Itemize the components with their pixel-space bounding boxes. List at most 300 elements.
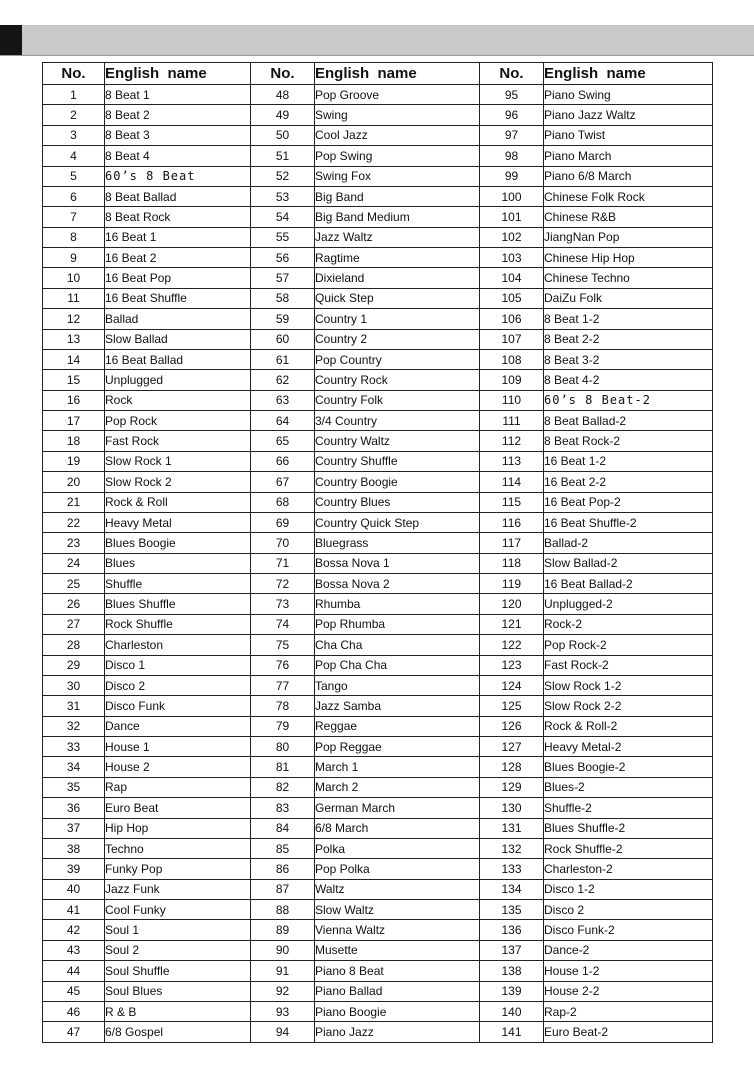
style-name: Piano 6/8 March xyxy=(544,166,713,186)
style-name: Slow Waltz xyxy=(315,900,480,920)
style-number: 91 xyxy=(251,961,315,981)
style-number: 29 xyxy=(43,655,105,675)
style-number: 16 xyxy=(43,390,105,410)
style-name: Swing Fox xyxy=(315,166,480,186)
style-name: Vienna Waltz xyxy=(315,920,480,940)
style-name: 8 Beat 1 xyxy=(105,85,251,105)
style-number: 103 xyxy=(480,248,544,268)
style-name: Fast Rock-2 xyxy=(544,655,713,675)
style-number: 84 xyxy=(251,818,315,838)
style-number: 113 xyxy=(480,451,544,471)
table-row xyxy=(43,85,713,105)
style-number: 130 xyxy=(480,798,544,818)
table-row xyxy=(43,329,713,349)
style-number: 42 xyxy=(43,920,105,940)
style-number: 69 xyxy=(251,512,315,532)
style-number: 120 xyxy=(480,594,544,614)
style-number: 132 xyxy=(480,838,544,858)
style-name: Quick Step xyxy=(315,288,480,308)
style-number: 27 xyxy=(43,614,105,634)
style-number: 121 xyxy=(480,614,544,634)
style-name: Disco 1-2 xyxy=(544,879,713,899)
header-bar xyxy=(0,25,754,56)
style-number: 93 xyxy=(251,1001,315,1021)
style-number: 47 xyxy=(43,1022,105,1043)
style-name: Disco 2 xyxy=(544,900,713,920)
style-name: Ballad xyxy=(105,309,251,329)
style-number: 102 xyxy=(480,227,544,247)
table-row xyxy=(43,533,713,553)
style-number: 34 xyxy=(43,757,105,777)
style-name: 8 Beat Ballad-2 xyxy=(544,411,713,431)
style-number: 55 xyxy=(251,227,315,247)
table-row xyxy=(43,207,713,227)
style-name: Country Folk xyxy=(315,390,480,410)
style-number: 53 xyxy=(251,186,315,206)
style-name: Slow Ballad xyxy=(105,329,251,349)
style-number: 98 xyxy=(480,146,544,166)
style-number: 65 xyxy=(251,431,315,451)
table-row xyxy=(43,512,713,532)
style-number: 95 xyxy=(480,85,544,105)
style-name: Fast Rock xyxy=(105,431,251,451)
style-name: Chinese Hip Hop xyxy=(544,248,713,268)
style-number: 14 xyxy=(43,349,105,369)
style-number: 62 xyxy=(251,370,315,390)
style-number: 71 xyxy=(251,553,315,573)
style-name: Country Waltz xyxy=(315,431,480,451)
table-row xyxy=(43,716,713,736)
style-name: Big Band xyxy=(315,186,480,206)
style-number: 66 xyxy=(251,451,315,471)
table-row xyxy=(43,472,713,492)
style-name: Disco 2 xyxy=(105,675,251,695)
style-name: Country Boogie xyxy=(315,472,480,492)
table-row xyxy=(43,614,713,634)
style-number: 36 xyxy=(43,798,105,818)
style-number: 74 xyxy=(251,614,315,634)
style-number: 64 xyxy=(251,411,315,431)
style-number: 100 xyxy=(480,186,544,206)
style-name: Slow Ballad-2 xyxy=(544,553,713,573)
table-row xyxy=(43,451,713,471)
style-number: 41 xyxy=(43,900,105,920)
style-number: 19 xyxy=(43,451,105,471)
style-name: Pop Rhumba xyxy=(315,614,480,634)
style-name: 16 Beat Ballad xyxy=(105,349,251,369)
style-name: Piano Swing xyxy=(544,85,713,105)
style-number: 134 xyxy=(480,879,544,899)
style-number: 12 xyxy=(43,309,105,329)
style-number: 28 xyxy=(43,635,105,655)
style-number: 6 xyxy=(43,186,105,206)
style-number: 90 xyxy=(251,940,315,960)
style-number: 56 xyxy=(251,248,315,268)
style-number: 68 xyxy=(251,492,315,512)
style-number: 20 xyxy=(43,472,105,492)
style-name: Shuffle-2 xyxy=(544,798,713,818)
style-name: German March xyxy=(315,798,480,818)
style-number: 85 xyxy=(251,838,315,858)
style-number: 26 xyxy=(43,594,105,614)
style-name: Country Shuffle xyxy=(315,451,480,471)
table-row xyxy=(43,574,713,594)
style-number: 106 xyxy=(480,309,544,329)
style-name: Slow Rock 1 xyxy=(105,451,251,471)
style-name: Piano March xyxy=(544,146,713,166)
style-number: 117 xyxy=(480,533,544,553)
style-name: R & B xyxy=(105,1001,251,1021)
style-name: 60’s 8 Beat xyxy=(105,166,251,186)
table-row xyxy=(43,146,713,166)
column-header-name: English name xyxy=(315,63,480,85)
style-number: 94 xyxy=(251,1022,315,1043)
style-name: Slow Rock 2-2 xyxy=(544,696,713,716)
style-name: 6/8 March xyxy=(315,818,480,838)
style-number: 17 xyxy=(43,411,105,431)
style-number: 38 xyxy=(43,838,105,858)
style-name: 8 Beat 2 xyxy=(105,105,251,125)
style-name: 8 Beat 2-2 xyxy=(544,329,713,349)
style-name: Swing xyxy=(315,105,480,125)
table-row xyxy=(43,553,713,573)
style-name: Rock xyxy=(105,390,251,410)
style-number: 82 xyxy=(251,777,315,797)
style-name: Blues Shuffle xyxy=(105,594,251,614)
style-name: March 2 xyxy=(315,777,480,797)
table-row xyxy=(43,675,713,695)
style-name: Pop Rock xyxy=(105,411,251,431)
style-name: Charleston xyxy=(105,635,251,655)
style-number: 133 xyxy=(480,859,544,879)
style-name: 60’s 8 Beat-2 xyxy=(544,390,713,410)
style-name: Hip Hop xyxy=(105,818,251,838)
style-number: 50 xyxy=(251,125,315,145)
table-header-row xyxy=(43,63,713,85)
style-name: House 1 xyxy=(105,737,251,757)
style-number: 40 xyxy=(43,879,105,899)
style-name: 16 Beat Pop-2 xyxy=(544,492,713,512)
style-name: Pop Rock-2 xyxy=(544,635,713,655)
style-name: Piano Jazz Waltz xyxy=(544,105,713,125)
style-name: Country Rock xyxy=(315,370,480,390)
style-name: Shuffle xyxy=(105,574,251,594)
style-name: Pop Reggae xyxy=(315,737,480,757)
style-number: 78 xyxy=(251,696,315,716)
style-name: Rock-2 xyxy=(544,614,713,634)
table-row xyxy=(43,920,713,940)
style-name: Rap xyxy=(105,777,251,797)
style-name: Rhumba xyxy=(315,594,480,614)
style-number: 33 xyxy=(43,737,105,757)
style-name: Disco Funk xyxy=(105,696,251,716)
column-header-number: No. xyxy=(251,63,315,85)
style-number: 52 xyxy=(251,166,315,186)
table-row xyxy=(43,696,713,716)
style-name: Country 1 xyxy=(315,309,480,329)
table-row xyxy=(43,777,713,797)
style-number: 137 xyxy=(480,940,544,960)
style-number: 87 xyxy=(251,879,315,899)
style-number: 112 xyxy=(480,431,544,451)
style-number: 60 xyxy=(251,329,315,349)
style-name: March 1 xyxy=(315,757,480,777)
table-row xyxy=(43,655,713,675)
style-number: 116 xyxy=(480,512,544,532)
style-name: Rock Shuffle-2 xyxy=(544,838,713,858)
style-name: 8 Beat 3-2 xyxy=(544,349,713,369)
style-list-table xyxy=(42,62,713,1043)
style-number: 138 xyxy=(480,961,544,981)
style-name: 16 Beat 1-2 xyxy=(544,451,713,471)
table-row xyxy=(43,248,713,268)
style-number: 30 xyxy=(43,675,105,695)
style-name: Funky Pop xyxy=(105,859,251,879)
style-number: 101 xyxy=(480,207,544,227)
style-name: Piano 8 Beat xyxy=(315,961,480,981)
table-row xyxy=(43,288,713,308)
table-row xyxy=(43,757,713,777)
style-name: Polka xyxy=(315,838,480,858)
header-tab-marker xyxy=(0,25,22,55)
style-name: 3/4 Country xyxy=(315,411,480,431)
style-number: 115 xyxy=(480,492,544,512)
style-name: Cool Jazz xyxy=(315,125,480,145)
style-number: 73 xyxy=(251,594,315,614)
style-number: 21 xyxy=(43,492,105,512)
style-number: 43 xyxy=(43,940,105,960)
style-number: 23 xyxy=(43,533,105,553)
table-row xyxy=(43,981,713,1001)
style-name: Ragtime xyxy=(315,248,480,268)
style-name: 8 Beat Rock xyxy=(105,207,251,227)
style-name: Dance-2 xyxy=(544,940,713,960)
style-number: 104 xyxy=(480,268,544,288)
style-number: 35 xyxy=(43,777,105,797)
style-number: 136 xyxy=(480,920,544,940)
style-name: DaiZu Folk xyxy=(544,288,713,308)
style-number: 123 xyxy=(480,655,544,675)
style-name: Dixieland xyxy=(315,268,480,288)
style-name: Soul 2 xyxy=(105,940,251,960)
style-name: Jazz Waltz xyxy=(315,227,480,247)
style-number: 59 xyxy=(251,309,315,329)
style-name: Bossa Nova 1 xyxy=(315,553,480,573)
style-number: 92 xyxy=(251,981,315,1001)
style-number: 8 xyxy=(43,227,105,247)
style-number: 83 xyxy=(251,798,315,818)
style-number: 89 xyxy=(251,920,315,940)
style-name: 8 Beat 4-2 xyxy=(544,370,713,390)
style-name: 16 Beat 2 xyxy=(105,248,251,268)
style-name: Reggae xyxy=(315,716,480,736)
style-name: Tango xyxy=(315,675,480,695)
style-name: Heavy Metal-2 xyxy=(544,737,713,757)
column-header-number: No. xyxy=(480,63,544,85)
style-name: Soul 1 xyxy=(105,920,251,940)
style-number: 125 xyxy=(480,696,544,716)
style-number: 51 xyxy=(251,146,315,166)
style-name: Ballad-2 xyxy=(544,533,713,553)
style-number: 63 xyxy=(251,390,315,410)
style-name: House 1-2 xyxy=(544,961,713,981)
style-name: Bluegrass xyxy=(315,533,480,553)
style-number: 75 xyxy=(251,635,315,655)
table-row xyxy=(43,818,713,838)
style-number: 7 xyxy=(43,207,105,227)
style-name: JiangNan Pop xyxy=(544,227,713,247)
table-row xyxy=(43,309,713,329)
style-number: 122 xyxy=(480,635,544,655)
style-number: 140 xyxy=(480,1001,544,1021)
style-number: 32 xyxy=(43,716,105,736)
style-name: 6/8 Gospel xyxy=(105,1022,251,1043)
style-name: Rock & Roll xyxy=(105,492,251,512)
style-name: Disco 1 xyxy=(105,655,251,675)
style-name: 8 Beat 3 xyxy=(105,125,251,145)
style-name: Blues-2 xyxy=(544,777,713,797)
table-row xyxy=(43,105,713,125)
style-number: 11 xyxy=(43,288,105,308)
style-number: 105 xyxy=(480,288,544,308)
style-number: 22 xyxy=(43,512,105,532)
style-name: Piano Jazz xyxy=(315,1022,480,1043)
style-name: Country Quick Step xyxy=(315,512,480,532)
table-row xyxy=(43,166,713,186)
style-name: Rap-2 xyxy=(544,1001,713,1021)
style-name: Unplugged-2 xyxy=(544,594,713,614)
style-number: 44 xyxy=(43,961,105,981)
style-number: 97 xyxy=(480,125,544,145)
style-number: 107 xyxy=(480,329,544,349)
table-row xyxy=(43,961,713,981)
style-number: 13 xyxy=(43,329,105,349)
style-name: Blues Boogie-2 xyxy=(544,757,713,777)
style-name: Dance xyxy=(105,716,251,736)
style-number: 48 xyxy=(251,85,315,105)
style-number: 2 xyxy=(43,105,105,125)
style-number: 114 xyxy=(480,472,544,492)
style-number: 79 xyxy=(251,716,315,736)
style-name: 8 Beat Ballad xyxy=(105,186,251,206)
style-number: 10 xyxy=(43,268,105,288)
style-number: 54 xyxy=(251,207,315,227)
table-row xyxy=(43,227,713,247)
style-number: 61 xyxy=(251,349,315,369)
style-number: 129 xyxy=(480,777,544,797)
style-name: Jazz Samba xyxy=(315,696,480,716)
table-row xyxy=(43,390,713,410)
style-name: Slow Rock 2 xyxy=(105,472,251,492)
style-name: Blues xyxy=(105,553,251,573)
style-name: Cha Cha xyxy=(315,635,480,655)
style-number: 72 xyxy=(251,574,315,594)
table-body xyxy=(43,85,713,1043)
table-row xyxy=(43,737,713,757)
style-name: Euro Beat xyxy=(105,798,251,818)
style-name: Big Band Medium xyxy=(315,207,480,227)
style-number: 67 xyxy=(251,472,315,492)
style-number: 4 xyxy=(43,146,105,166)
style-name: Pop Swing xyxy=(315,146,480,166)
style-number: 109 xyxy=(480,370,544,390)
table-row xyxy=(43,411,713,431)
style-number: 24 xyxy=(43,553,105,573)
style-number: 119 xyxy=(480,574,544,594)
style-number: 58 xyxy=(251,288,315,308)
style-name: Chinese R&B xyxy=(544,207,713,227)
style-number: 131 xyxy=(480,818,544,838)
style-number: 70 xyxy=(251,533,315,553)
style-name: 8 Beat Rock-2 xyxy=(544,431,713,451)
style-number: 9 xyxy=(43,248,105,268)
style-number: 110 xyxy=(480,390,544,410)
style-number: 15 xyxy=(43,370,105,390)
style-name: 8 Beat 4 xyxy=(105,146,251,166)
style-name: 16 Beat Shuffle xyxy=(105,288,251,308)
style-name: Charleston-2 xyxy=(544,859,713,879)
table-row xyxy=(43,349,713,369)
style-name: Bossa Nova 2 xyxy=(315,574,480,594)
style-number: 39 xyxy=(43,859,105,879)
table-row xyxy=(43,859,713,879)
style-number: 96 xyxy=(480,105,544,125)
table-row xyxy=(43,879,713,899)
style-number: 57 xyxy=(251,268,315,288)
style-number: 5 xyxy=(43,166,105,186)
table-row xyxy=(43,125,713,145)
style-name: House 2 xyxy=(105,757,251,777)
style-name: Techno xyxy=(105,838,251,858)
style-name: Piano Twist xyxy=(544,125,713,145)
style-name: 16 Beat Ballad-2 xyxy=(544,574,713,594)
style-name: Euro Beat-2 xyxy=(544,1022,713,1043)
style-number: 99 xyxy=(480,166,544,186)
style-name: Jazz Funk xyxy=(105,879,251,899)
style-name: Soul Shuffle xyxy=(105,961,251,981)
style-name: Pop Country xyxy=(315,349,480,369)
table-row xyxy=(43,1022,713,1043)
style-name: Musette xyxy=(315,940,480,960)
style-name: 16 Beat Shuffle-2 xyxy=(544,512,713,532)
table-row xyxy=(43,370,713,390)
style-number: 128 xyxy=(480,757,544,777)
style-name: 16 Beat Pop xyxy=(105,268,251,288)
style-number: 141 xyxy=(480,1022,544,1043)
style-number: 88 xyxy=(251,900,315,920)
style-name: Pop Cha Cha xyxy=(315,655,480,675)
style-name: Blues Shuffle-2 xyxy=(544,818,713,838)
style-name: Slow Rock 1-2 xyxy=(544,675,713,695)
style-number: 1 xyxy=(43,85,105,105)
style-number: 3 xyxy=(43,125,105,145)
table-row xyxy=(43,186,713,206)
style-name: Soul Blues xyxy=(105,981,251,1001)
style-number: 37 xyxy=(43,818,105,838)
style-number: 77 xyxy=(251,675,315,695)
style-number: 80 xyxy=(251,737,315,757)
table-row xyxy=(43,594,713,614)
table-row xyxy=(43,940,713,960)
style-number: 126 xyxy=(480,716,544,736)
style-name: Chinese Folk Rock xyxy=(544,186,713,206)
style-name: Country 2 xyxy=(315,329,480,349)
style-name: Piano Boogie xyxy=(315,1001,480,1021)
table-row xyxy=(43,492,713,512)
column-header-name: English name xyxy=(105,63,251,85)
style-name: House 2-2 xyxy=(544,981,713,1001)
style-name: Cool Funky xyxy=(105,900,251,920)
